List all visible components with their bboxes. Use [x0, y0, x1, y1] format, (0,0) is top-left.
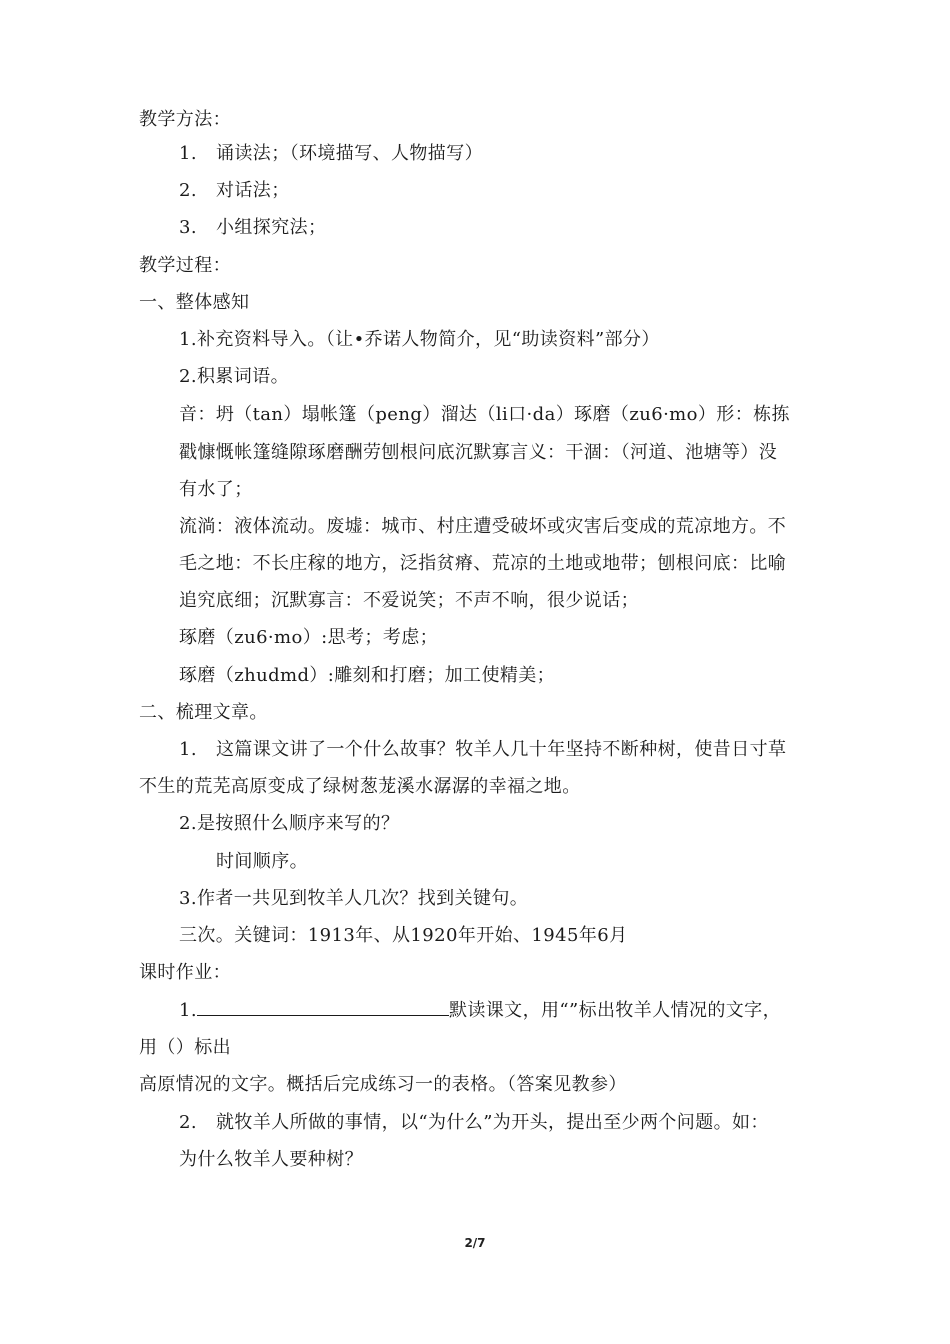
vocab-line: 有水了； [179, 479, 253, 500]
method-item-1-text: 诵读法；（环境描写、人物描写） [216, 143, 483, 164]
homework-item1-line2: 用（）标出 [139, 1037, 231, 1058]
process-heading: 教学过程： [139, 255, 231, 276]
section1-item1: 1.补充资料导入。（让•乔诺人物简介，见“助读资料”部分） [179, 329, 660, 350]
section2-a2: 时间顺序。 [216, 851, 308, 872]
homework-item1-line3: 高原情况的文字。概括后完成练习一的表格。（答案见教参） [139, 1074, 627, 1095]
homework-item2-example: 为什么牧羊人要种树？ [179, 1149, 363, 1170]
page-number: 2/7 [464, 1236, 486, 1250]
homework-item1-number: 1. [179, 1000, 197, 1021]
vocab-line: 毛之地：不长庄稼的地方，泛指贫瘠、荒凉的土地或地带；刨根问底：比喻 [179, 553, 787, 574]
section1-title: 一、整体感知 [139, 292, 250, 313]
homework-item1-text: 默读课文，用“”标出牧羊人情况的文字， [448, 1000, 781, 1021]
method-item-2-number: 2. [179, 180, 197, 201]
method-heading: 教学方法： [139, 109, 231, 130]
section2-title: 二、梳理文章。 [139, 702, 268, 723]
method-item-3-number: 3. [179, 217, 197, 238]
vocab-line: 琢磨（zhudmd）:雕刻和打磨；加工使精美； [179, 665, 556, 686]
vocab-line: 追究底细；沉默寡言：不爱说笑；不声不响，很少说话； [179, 590, 639, 611]
homework-item2-text: 就牧羊人所做的事情，以“为什么”为开头，提出至少两个问题。如： [216, 1112, 769, 1133]
section2-q1-line2: 不生的荒芜高原变成了绿树葱茏溪水潺潺的幸福之地。 [139, 776, 581, 797]
section2-q2: 2.是按照什么顺序来写的？ [179, 813, 400, 834]
section2-q3: 3.作者一共见到牧羊人几次？找到关键句。 [179, 888, 529, 909]
vocab-line: 音：坍（tan）塌帐篷（peng）溜达（li口·da）琢磨（zu6·mo）形：栋拣 [179, 404, 790, 425]
answer-blank-line [197, 999, 449, 1016]
method-item-3-text: 小组探究法； [216, 217, 327, 238]
method-item-1-number: 1. [179, 143, 197, 164]
homework-item1 [179, 998, 781, 1024]
vocab-line: 戳慷慨帐篷缝隙琢磨酬劳刨根问底沉默寡言义：干涸：（河道、池塘等）没 [179, 442, 778, 463]
section1-item2: 2.积累词语。 [179, 366, 289, 387]
section2-a3: 三次。关键词：1913年、从1920年开始、1945年6月 [179, 925, 628, 946]
homework-heading: 课时作业： [139, 962, 231, 983]
vocab-line: 流淌：液体流动。废墟：城市、村庄遭受破坏或灾害后变成的荒凉地方。不 [179, 516, 787, 537]
method-item-2-text: 对话法； [216, 180, 290, 201]
section2-q1-line1: 这篇课文讲了一个什么故事？牧羊人几十年坚持不断种树，使昔日寸草 [216, 739, 787, 760]
homework-item2-number: 2. [179, 1112, 197, 1133]
vocab-line: 琢磨（zu6·mo）:思考；考虑； [179, 627, 439, 648]
section2-q1-number: 1. [179, 739, 197, 760]
